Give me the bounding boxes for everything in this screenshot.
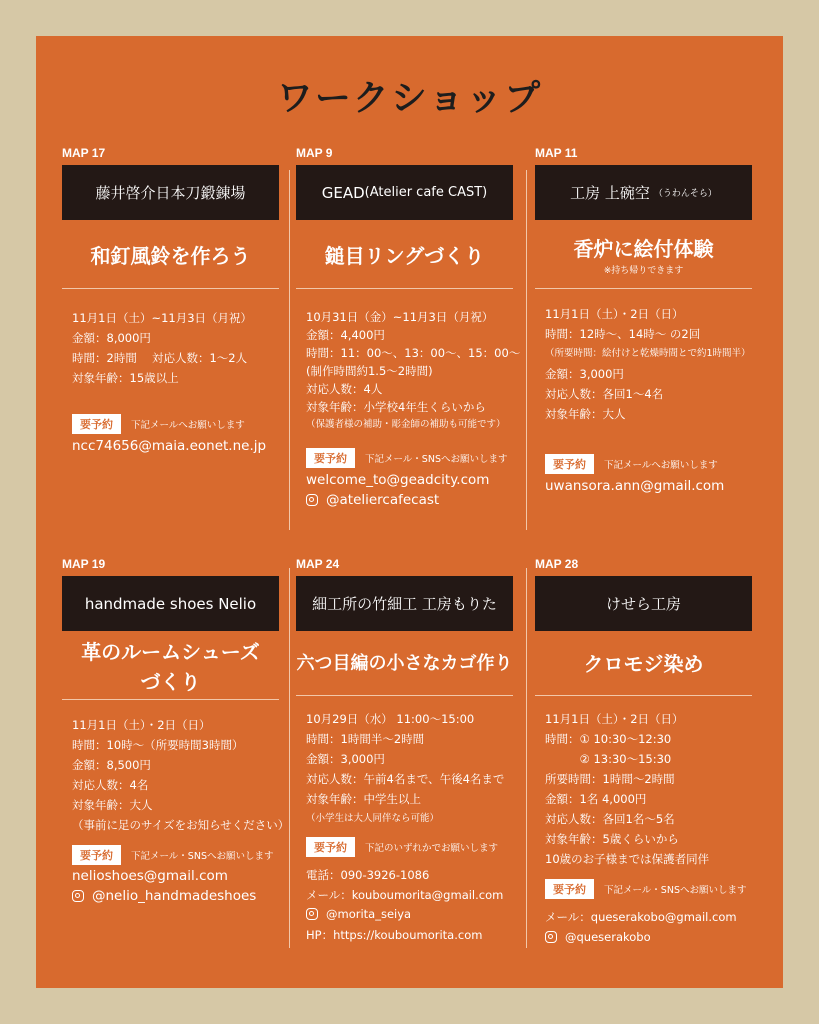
reserve-row bbox=[306, 837, 498, 857]
activity-title: クロモジ染め bbox=[583, 652, 704, 676]
reserve-badge: 要予約 bbox=[545, 879, 594, 899]
venue-name: GEAD (Atelier cafe CAST) bbox=[296, 165, 513, 220]
map-label: MAP 24 bbox=[296, 557, 340, 571]
venue-name: 細工所の竹細工 工房もりた bbox=[296, 576, 513, 631]
reserve-row bbox=[72, 845, 273, 865]
website-link[interactable]: HP：https://kouboumorita.com bbox=[306, 928, 483, 942]
column-divider bbox=[289, 170, 290, 530]
activity-title: 鎚目リングづくり bbox=[324, 244, 485, 268]
workshop-card bbox=[62, 146, 287, 526]
email-link[interactable]: メール：kouboumorita@gmail.com bbox=[306, 888, 504, 902]
activity-title: 香炉に絵付体験 bbox=[573, 237, 714, 261]
column-divider bbox=[526, 568, 527, 948]
email-link[interactable]: nelioshoes@gmail.com bbox=[72, 868, 228, 884]
reserve-note: 下記メール・SNSへお願いします bbox=[365, 454, 508, 465]
email-link[interactable]: uwansora.ann@gmail.com bbox=[545, 478, 725, 494]
workshop-card bbox=[535, 146, 760, 526]
venue-name: handmade shoes Nelio bbox=[62, 576, 279, 631]
reserve-note: 下記メールへお願いします bbox=[604, 460, 718, 471]
details: 11月1日（土）・2日（日） 時間：10時～（所要時間3時間） 金額：8,500円 対応人数：4名 対象年齢：大人 （事前に足のサイズをお知らせください） bbox=[72, 718, 290, 832]
map-label: MAP 17 bbox=[62, 146, 106, 160]
workshop-card bbox=[62, 557, 290, 957]
reserve-badge: 要予約 bbox=[306, 837, 355, 857]
reserve-note: 下記メール・SNSへお願いします bbox=[604, 885, 747, 896]
venue-name: けせら工房 bbox=[535, 576, 752, 631]
details: 11月1日（土）~11月3日（月祝） 金額：8,000円 時間：2時間 対応人数：1～2人 対象年齢：15歳以上 bbox=[72, 311, 253, 385]
instagram-icon bbox=[306, 494, 318, 506]
divider bbox=[535, 695, 752, 696]
activity-title: 革のルームシューズ づくり bbox=[81, 640, 260, 694]
map-label: MAP 28 bbox=[535, 557, 579, 571]
instagram-link[interactable]: @queserakobo bbox=[545, 930, 651, 944]
instagram-link[interactable]: @morita_seiya bbox=[306, 907, 411, 921]
details: 10月31日（金）~11月3日（月祝） 金額：4,400円 時間：11：00～、13：00～、15：00～ (制作時間約1.5～2時間) 対応人数：4人 対象年齢：小学校4年生くらいから （保護者様の補助・彫金師の補助も可能です） bbox=[306, 310, 521, 430]
details: 10月29日（水） 11:00～15:00 時間：1時間半～2時間 金額：3,000円 対応人数：午前4名まで、午後4名まで 対象年齢：中学生以上 （小学生は大人同伴なら可能） bbox=[306, 712, 505, 824]
activity-title: 六つ目編の小さなカゴ作り bbox=[296, 653, 513, 674]
divider bbox=[62, 288, 279, 289]
details: 11月1日（土）・2日（日） 時間：① 10:30～12:30 ② 13:30～15:30 所要時間：1時間～2時間 金額：1名 4,000円 対応人数：各回1名～5名 対象年齢：5歳くらいから 10歳のお子様までは保護者同伴 bbox=[545, 712, 710, 866]
reserve-badge: 要予約 bbox=[306, 448, 355, 468]
reserve-note: 下記のいずれかでお願いします bbox=[365, 843, 499, 854]
workshop-card bbox=[296, 146, 521, 526]
instagram-link[interactable]: @nelio_handmadeshoes bbox=[72, 888, 256, 904]
reserve-badge: 要予約 bbox=[72, 414, 121, 434]
reserve-note: 下記メールへお願いします bbox=[131, 420, 245, 431]
venue-name: 工房 上碗空 （うわんそら） bbox=[535, 165, 752, 220]
instagram-icon bbox=[72, 890, 84, 902]
divider bbox=[62, 699, 279, 700]
venue-name: 藤井啓介日本刀鍛錬場 bbox=[62, 165, 279, 220]
email-link[interactable]: メール：queserakobo@gmail.com bbox=[545, 910, 737, 924]
reserve-row bbox=[306, 448, 507, 468]
reserve-badge: 要予約 bbox=[72, 845, 121, 865]
email-link[interactable]: welcome_to@geadcity.com bbox=[306, 472, 490, 488]
map-label: MAP 19 bbox=[62, 557, 106, 571]
column-divider bbox=[526, 170, 527, 530]
map-label: MAP 11 bbox=[535, 146, 578, 160]
instagram-icon bbox=[545, 931, 557, 943]
activity-title: 和釘風鈴を作ろう bbox=[90, 244, 251, 268]
reserve-row bbox=[545, 454, 718, 474]
instagram-link[interactable]: @ateliercafecast bbox=[306, 492, 439, 508]
phone-number[interactable]: 電話：090-3926-1086 bbox=[306, 868, 430, 882]
divider bbox=[535, 288, 752, 289]
details: 11月1日（土）・2日（日） 時間：12時～、14時～ の2回 （所要時間：絵付けと乾燥時間とで約1時間半） 金額：3,000円 対応人数：各回1～4名 対象年齢：大人 bbox=[545, 307, 751, 421]
activity-note: ※持ち帰りできます bbox=[603, 266, 684, 276]
reserve-badge: 要予約 bbox=[545, 454, 594, 474]
map-label: MAP 9 bbox=[296, 146, 333, 160]
workshop-card bbox=[296, 557, 521, 957]
reserve-row bbox=[72, 414, 245, 434]
instagram-icon bbox=[306, 908, 318, 920]
divider bbox=[296, 695, 513, 696]
reserve-note: 下記メール・SNSへお願いします bbox=[131, 851, 274, 862]
divider bbox=[296, 288, 513, 289]
page-title: ワークショップ bbox=[276, 78, 543, 119]
email-link[interactable]: ncc74656@maia.eonet.ne.jp bbox=[72, 438, 267, 454]
workshop-card bbox=[535, 557, 760, 957]
reserve-row bbox=[545, 879, 746, 899]
